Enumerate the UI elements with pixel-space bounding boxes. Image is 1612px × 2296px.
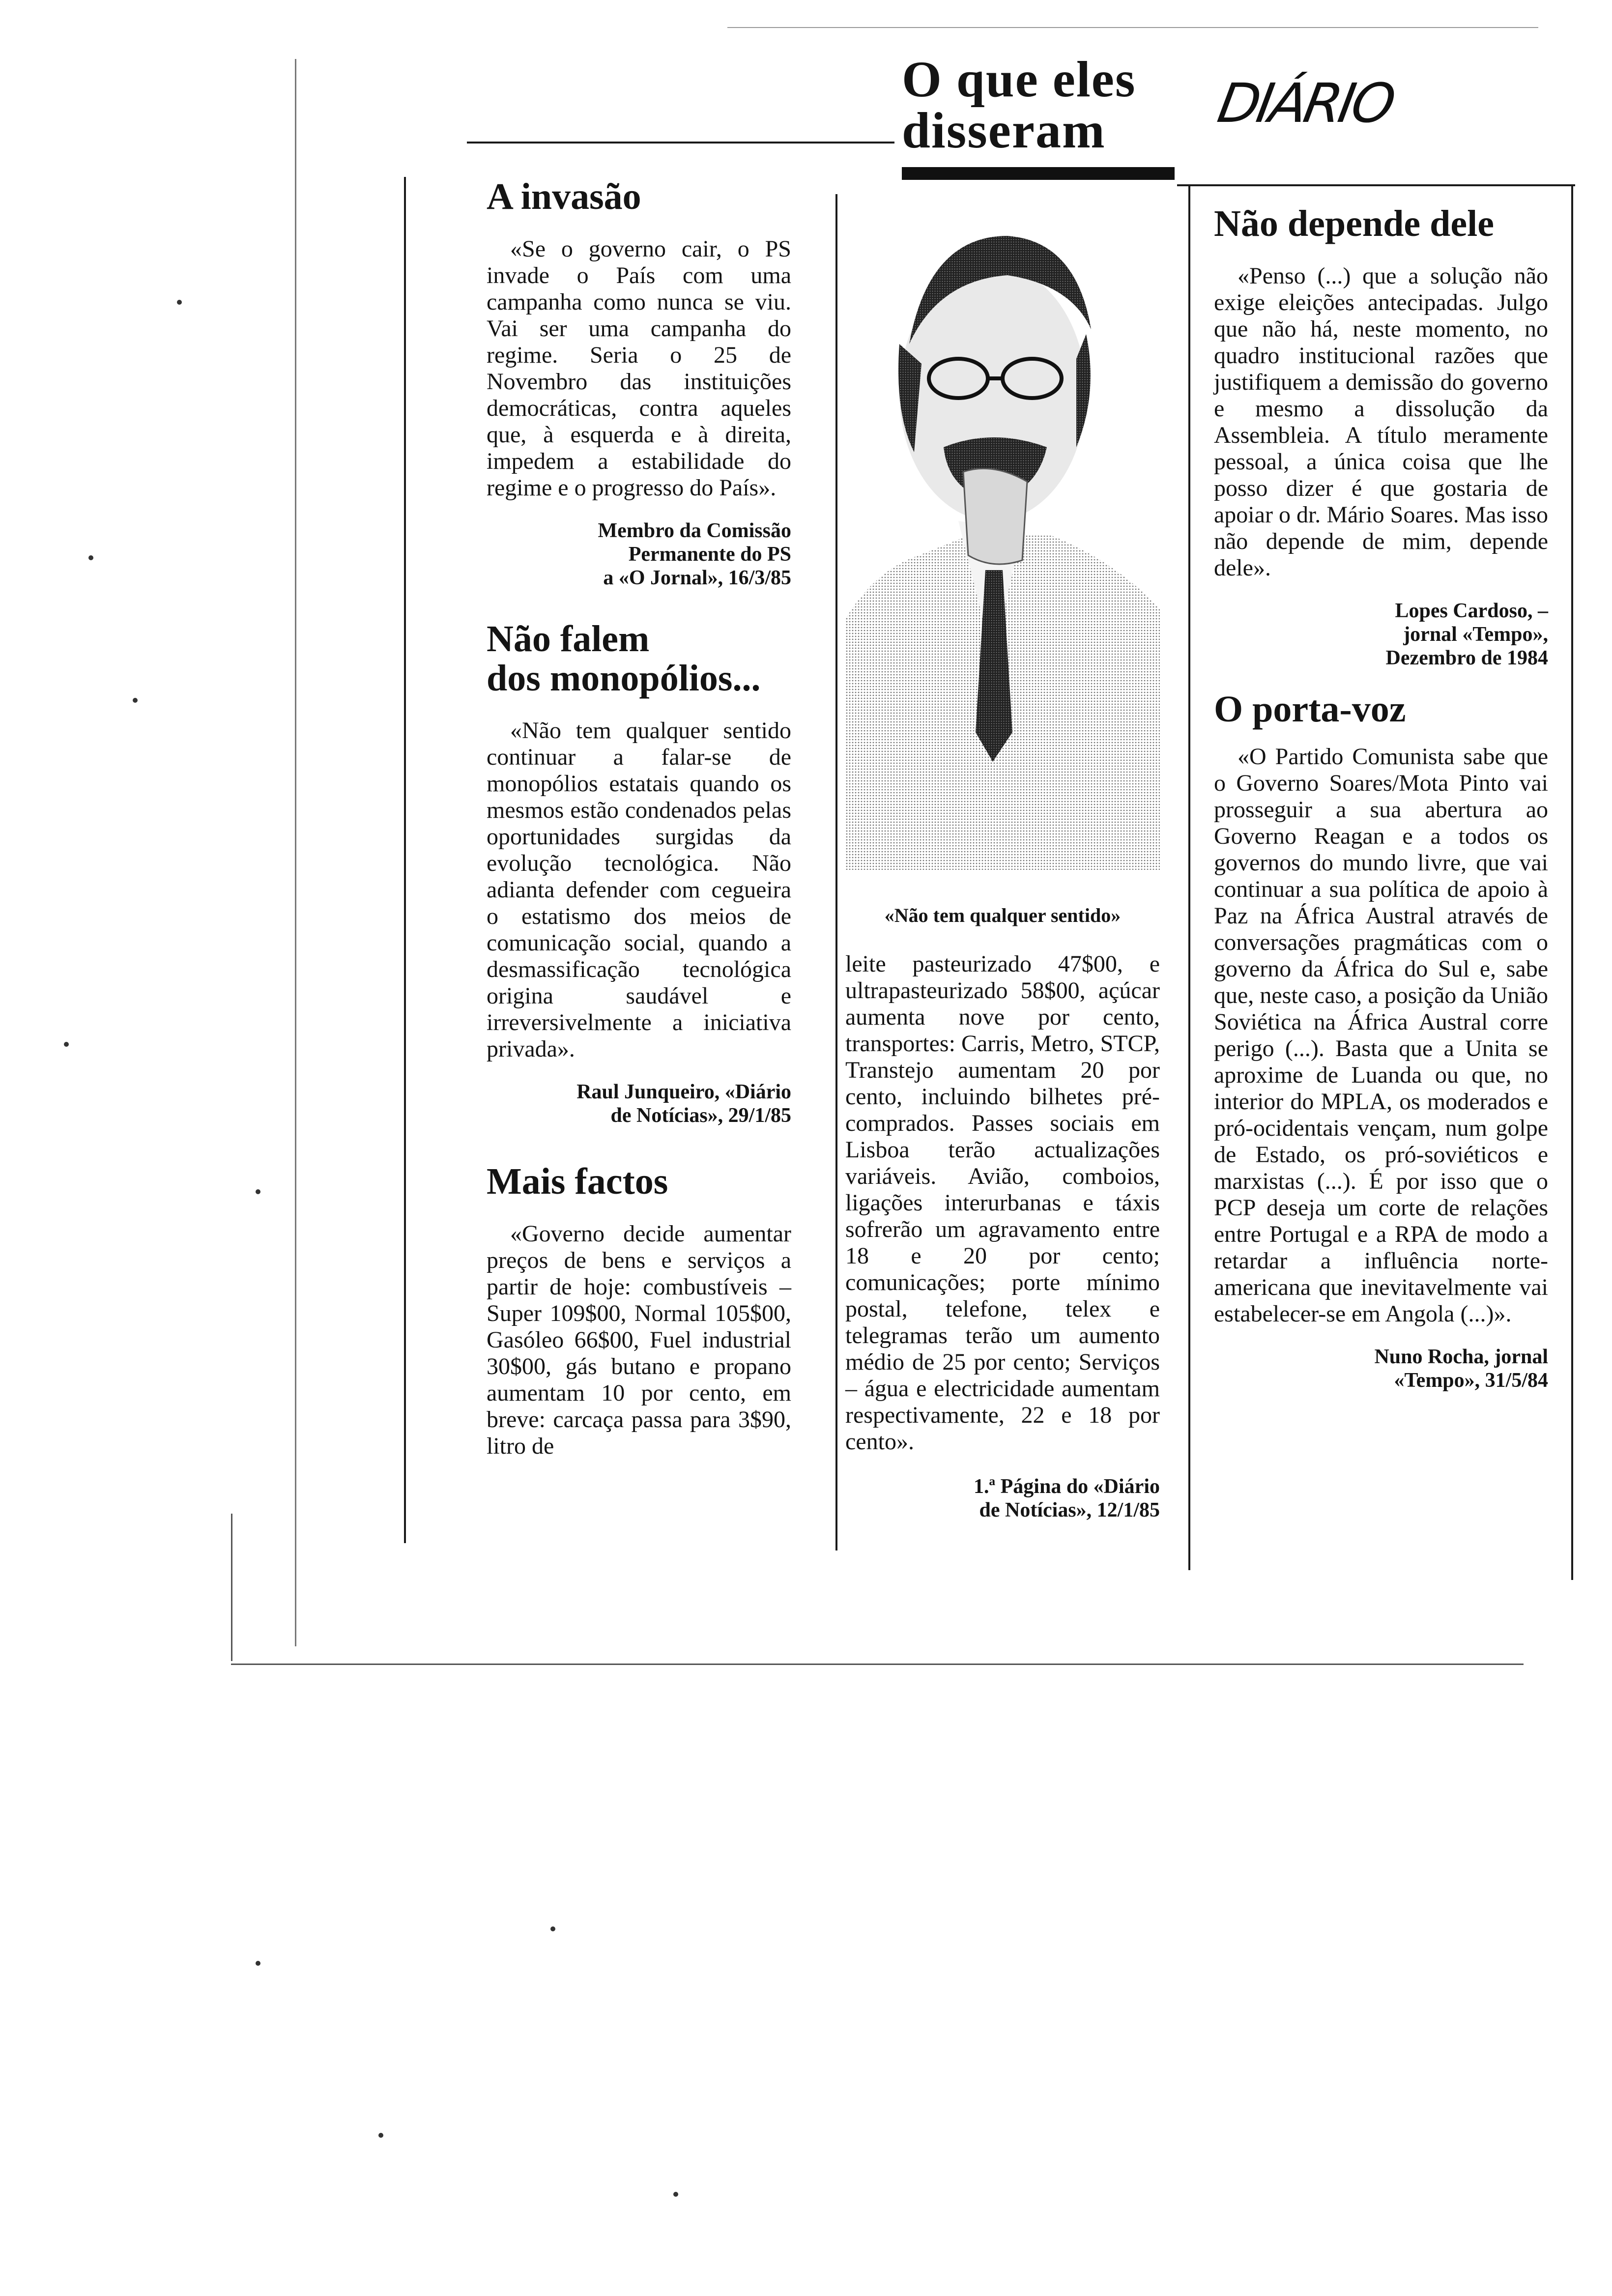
frame-top-right bbox=[1177, 184, 1575, 186]
title-line-1: O que eles bbox=[902, 51, 1136, 108]
frame-top-left bbox=[467, 142, 894, 144]
article-attribution-lopes-cardoso: Lopes Cardoso, – jornal «Tempo», Dezembro de 1984 bbox=[1385, 600, 1548, 669]
article-title-nao-depende: Não depende dele bbox=[1214, 203, 1494, 244]
scan-top-edge bbox=[727, 27, 1538, 28]
column-2 bbox=[845, 951, 1160, 1522]
scan-left-edge bbox=[295, 59, 296, 1646]
article-title-monopolios: Não falem dos monopólios... bbox=[487, 618, 761, 699]
col-divider-1 bbox=[835, 194, 837, 1550]
scan-speck bbox=[673, 2192, 678, 2197]
frame-left bbox=[404, 177, 406, 1543]
scan-speck bbox=[177, 300, 182, 305]
article-attribution-invasao: Membro da Comissão Permanente do PS a «O Jornal», 16/3/85 bbox=[598, 519, 791, 589]
portrait-image bbox=[845, 216, 1160, 870]
scan-speck bbox=[64, 1042, 69, 1047]
scan-speck bbox=[133, 698, 138, 703]
article-attribution-monopolios: Raul Junqueiro, «Diário de Notícias», 29/1/85 bbox=[576, 1081, 791, 1127]
scan-speck bbox=[378, 2133, 383, 2138]
scan-speck bbox=[256, 1961, 260, 1966]
column-1 bbox=[487, 177, 791, 1460]
col-divider-2 bbox=[1188, 184, 1190, 1570]
article-attribution-nuno-rocha: Nuno Rocha, jornal «Tempo», 31/5/84 bbox=[1374, 1346, 1548, 1392]
photo-caption: «Não tem qualquer sentido» bbox=[884, 904, 1121, 926]
article-body-porta-voz: «O Partido Comunista sabe que o Governo Soares/Mota Pinto vai prosseguir a sua abertura ao Governo Reagan e a todos os governos do mundo livre, que vai continuar a sua política de apoio à Paz na África Austral através de conversações pragmáticas com o governo da África do Sul e, sabe que, neste caso, a posição da União Soviética na África Austral corre perigo (...). Basta que a Unita se aproxime de Luanda ou que, no interior do MPLA, os moderados e pró-ocidentais vençam, num golpe de Estado, os pró-soviéticos e marxistas (...). É por isso que o PCP deseja um corte de relações entre Portugal e a RPA de modo a retardar a influência norte-americana que inevitavelmente vai estabelecer-se em Angola (...)». bbox=[1214, 744, 1548, 1327]
page-title bbox=[902, 51, 1216, 159]
article-title-invasao: A invasão bbox=[487, 176, 641, 217]
handwritten-note: DIÁRIO bbox=[1213, 72, 1398, 135]
scan-left-edge-outer bbox=[231, 1514, 232, 1661]
scan-speck bbox=[88, 555, 93, 560]
article-body-nao-depende: «Penso (...) que a solução não exige eleições antecipadas. Julgo que não há, neste momento, no quadro institucional razões que justifiquem a demissão do governo e mesmo a dissolução da Assembleia. A título meramente pessoal, a única coisa que lhe posso dizer é que gostaria de apoiar o dr. Mário Soares. Mas isso não depende de mim, depende dele». bbox=[1214, 263, 1548, 581]
title-line-2: disseram bbox=[902, 102, 1106, 159]
scan-speck bbox=[256, 1189, 260, 1194]
portrait-photo bbox=[845, 216, 1160, 870]
article-title-mais-factos: Mais factos bbox=[487, 1161, 668, 1202]
article-body-monopolios: «Não tem qualquer sentido continuar a falar-se de monopólios estatais quando os mesmos estão condenados pelas oportunidades surgidas da evolução tecnológica. Não adianta defender com cegueira o estatismo dos meios de comunicação social, quando a desmassificação tecnológica origina saudável e irreversivelmente a iniciativa privada». bbox=[487, 718, 791, 1062]
article-body-mais-factos: «Governo decide aumentar preços de bens e serviços a partir de hoje: combustíveis – Super 109$00, Normal 105$00, Gasóleo 66$00, Fuel industrial 30$00, gás butano e propano aumentam 10 por cento, em breve: carcaça passa para 3$90, litro de bbox=[487, 1221, 791, 1459]
title-bar bbox=[902, 167, 1175, 180]
article-attribution-diario: 1.ª Página do «Diário de Notícias», 12/1/85 bbox=[974, 1475, 1160, 1521]
frame-right bbox=[1571, 184, 1573, 1580]
scan-bottom-edge bbox=[231, 1664, 1524, 1665]
article-title-porta-voz: O porta-voz bbox=[1214, 689, 1406, 730]
article-body-precos-continuacao: leite pasteurizado 47$00, e ultrapasteurizado 58$00, açúcar aumenta nove por cento, transportes: Carris, Metro, STCP, Transtejo aumentam 20 por cento, incluindo bilhetes pré-comprados. Passes sociais em Lisboa terão actualizações variáveis. Avião, comboios, ligações interurbanas e táxis sofrerão um agravamento entre 18 e 20 por cento; comunicações; porte mínimo postal, telefone, telex e telegramas terão um aumento médio de 25 por cento; Serviços – água e electricidade aumentam respectivamente, 22 e 18 por cento». bbox=[845, 951, 1160, 1455]
scan-speck bbox=[550, 1926, 555, 1931]
column-3 bbox=[1214, 204, 1548, 1392]
article-body-invasao: «Se o governo cair, o PS invade o País com uma campanha como nunca se viu. Vai ser uma campanha do regime. Seria o 25 de Novembro das instituições democráticas, contra aqueles que, à esquerda e à direita, impedem a estabilidade do regime e o progresso do País». bbox=[487, 236, 791, 501]
